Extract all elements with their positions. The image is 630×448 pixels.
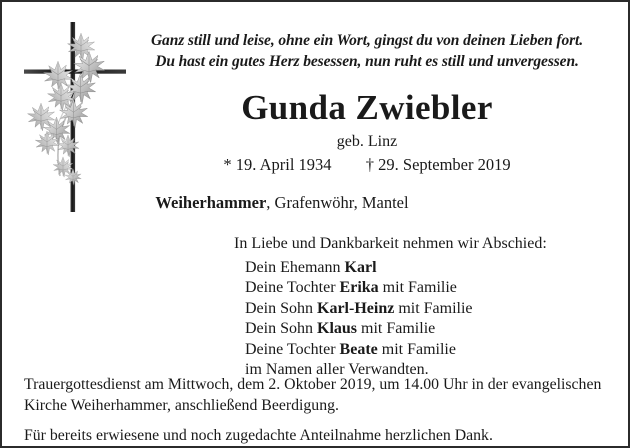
death-symbol: † <box>365 155 375 174</box>
epitaph-line-1: Ganz still und leise, ohne ein Wort, gingst du von deinen Lieben fort. <box>150 32 584 49</box>
death-date: 29. September 2019 <box>378 155 511 174</box>
epitaph <box>122 30 612 72</box>
family-member-name: Erika <box>339 279 379 296</box>
family-member-line <box>234 319 614 340</box>
ivy-leaf <box>74 51 105 82</box>
family-member-line <box>234 299 614 320</box>
family-member-name: Karl <box>344 258 377 276</box>
family-member-relation: Dein Sohn <box>245 299 317 317</box>
family-member-list <box>234 258 614 361</box>
family-member-name: Karl-Heinz <box>317 299 395 317</box>
towns-secondary: , Grafenwöhr, Mantel <box>266 193 409 212</box>
life-dates <box>122 154 612 175</box>
birth-symbol: * <box>223 155 232 174</box>
family-member-relation: Deine Tochter <box>245 340 340 358</box>
town-primary: Weiherhammer <box>155 193 267 212</box>
family-member-line <box>234 340 614 361</box>
family-member-suffix: mit Familie <box>394 299 473 317</box>
family-member-suffix: mit Familie <box>377 340 456 358</box>
family-member-name: Klaus <box>317 320 358 337</box>
family-member-line <box>234 258 614 279</box>
family-member-line <box>234 278 614 299</box>
family-closing: im Namen aller Verwandten. <box>245 361 429 378</box>
thanks-note: Für bereits erwiesene und noch zugedachte Anteilnahme herzlichen Dank. <box>24 427 493 444</box>
family-member-suffix: mit Familie <box>357 320 436 337</box>
family-member-relation: Dein Ehemann <box>245 258 345 276</box>
family-member-name: Beate <box>339 340 378 358</box>
birth-date: 19. April 1934 <box>235 155 332 174</box>
cross-horizontal-beam <box>24 70 126 74</box>
family-member-suffix: mit Familie <box>378 279 457 296</box>
ivy-leaf <box>57 135 79 157</box>
footer-block <box>24 374 614 446</box>
family-block <box>234 234 614 381</box>
maiden-name: geb. Linz <box>336 133 398 150</box>
funeral-service-details: Trauergottesdienst am Mittwoch, dem 2. Oktober 2019, um 14.00 Uhr in der evangelischen Kirche Weiherhammer, anschließend Beerdigung. <box>24 376 602 414</box>
towns-line <box>62 192 502 213</box>
family-member-relation: Dein Sohn <box>245 320 317 337</box>
family-intro: In Liebe und Dankbarkeit nehmen wir Abschied: <box>234 235 547 252</box>
deceased-name: Gunda Zwiebler <box>241 88 493 127</box>
family-member-relation: Deine Tochter <box>245 279 340 296</box>
epitaph-line-2: Du hast ein gutes Herz besessen, nun ruht es still und unvergessen. <box>155 53 579 70</box>
